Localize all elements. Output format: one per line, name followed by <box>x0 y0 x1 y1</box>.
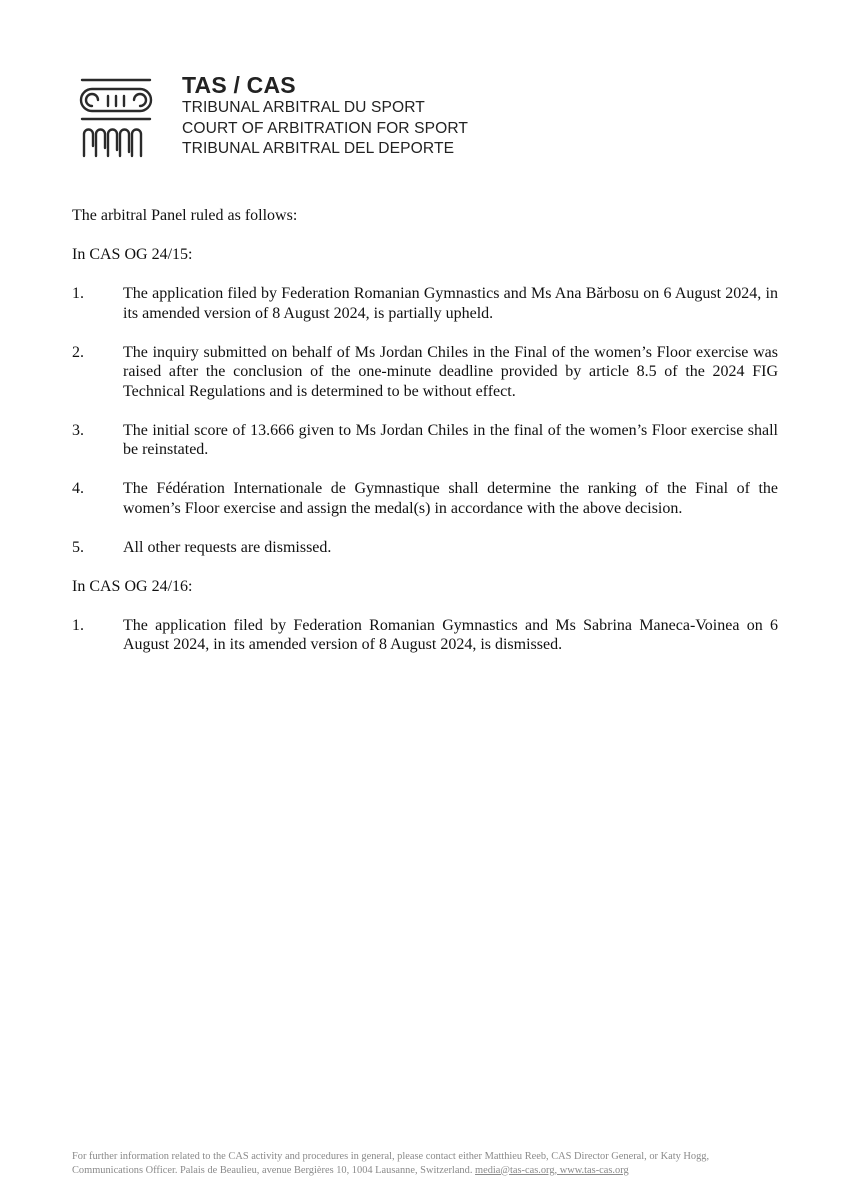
ruling-text: All other requests are dismissed. <box>123 538 332 556</box>
ruling-item <box>72 284 778 323</box>
ruling-number: 4. <box>72 480 84 497</box>
ruling-number: 2. <box>72 343 84 361</box>
ruling-number: 5. <box>72 538 84 556</box>
ruling-list <box>72 616 778 655</box>
ruling-item <box>72 538 778 558</box>
org-name-spanish: TRIBUNAL ARBITRAL DEL DEPORTE <box>182 140 455 157</box>
ionic-column-capital-icon <box>78 76 154 158</box>
ruling-text: The Fédération Internationale de Gymnastique shall determine the ranking of the Final of the women’s Floor exercise and assign the medal(s) in accordance with the above decision. <box>123 480 778 517</box>
ruling-text: The application filed by Federation Romanian Gymnastics and Ms Ana Bărbosu on 6 August 2024, in its amended version of 8 August 2024, is partially upheld. <box>123 285 778 322</box>
ruling-text: The inquiry submitted on behalf of Ms Jordan Chiles in the Final of the women’s Floor exercise was raised after the conclusion of the one-minute deadline provided by article 8.5 of the 2024 FIG Technical Regulations and is determined to be without effect. <box>123 343 778 400</box>
ruling-text: The initial score of 13.666 given to Ms Jordan Chiles in the final of the women’s Floor exercise shall be reinstated. <box>123 421 778 458</box>
org-name-english: COURT OF ARBITRATION FOR SPORT <box>182 119 469 137</box>
page-footer <box>72 1150 782 1177</box>
org-acronym: TAS / CAS <box>182 72 296 98</box>
ruling-item <box>72 479 778 518</box>
ruling-list <box>72 284 778 557</box>
footer-links[interactable]: media@tas-cas.org, www.tas-cas.org <box>475 1164 629 1176</box>
ruling-number: 1. <box>72 616 84 634</box>
intro-paragraph: The arbitral Panel ruled as follows: <box>72 207 298 224</box>
ruling-item <box>72 343 778 402</box>
ruling-number: 1. <box>72 285 84 302</box>
letterhead <box>78 72 498 162</box>
ruling-number: 3. <box>72 421 84 439</box>
document-body <box>72 206 778 674</box>
ruling-text: The application filed by Federation Romanian Gymnastics and Ms Sabrina Maneca-Voinea on 6 August 2024, in its amended version of 8 August 2024, is dismissed. <box>123 616 778 653</box>
case-heading: In CAS OG 24/15: <box>72 246 193 263</box>
footer-contact-text: For further information related to the CAS activity and procedures in general, please contact either Matthieu Reeb, CAS Director General, or Katy Hogg, Communications Officer. Palais de Beaulieu, avenue Bergières 10, 1004 Lausanne, Switzerland. <box>72 1151 710 1176</box>
case-heading: In CAS OG 24/16: <box>72 577 193 595</box>
organization-name-block <box>182 72 468 160</box>
org-name-french: TRIBUNAL ARBITRAL DU SPORT <box>182 99 425 116</box>
ruling-item <box>72 421 778 460</box>
ruling-item <box>72 616 778 655</box>
